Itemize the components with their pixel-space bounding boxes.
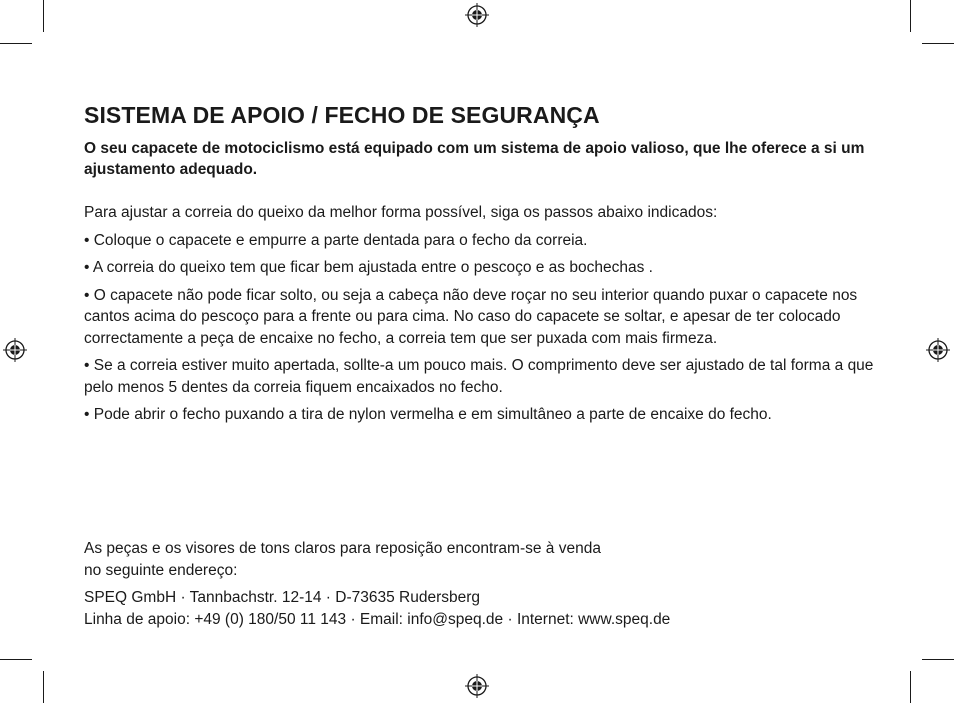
registration-mark-icon (3, 338, 27, 362)
footer (84, 538, 884, 636)
intro-paragraph: O seu capacete de motociclismo está equipado com um sistema de apoio valioso, que lhe oferece a si um ajustamento adequado. (84, 140, 865, 178)
registration-mark-icon (465, 674, 489, 698)
parts-line-1: As peças e os visores de tons claros para reposição encontram-se à venda (84, 540, 601, 557)
bullet-item: • A correia do queixo tem que ficar bem ajustada entre o pescoço e as bochechas . (84, 259, 653, 276)
crop-mark-bottom-left-vertical (43, 671, 44, 703)
contact-block (84, 587, 884, 630)
registration-mark-icon (465, 3, 489, 27)
document-body (84, 100, 884, 432)
crop-mark-top-right-vertical (910, 0, 911, 32)
company-address: SPEQ GmbH · Tannbachstr. 12-14 · D-73635 Rudersberg (84, 589, 481, 606)
parts-availability (84, 538, 884, 581)
bullet-item: • O capacete não pode ficar solto, ou seja a cabeça não deve roçar no seu interior quando puxar o capacete nos cantos acima do pescoço para a frente ou para cima. No caso do capacete se soltar, e apesar de ter colocado correctamente a peça de encaixe no fecho, a correia tem que ser puxada com mais firmeza. (84, 286, 858, 347)
crop-mark-top-left-horizontal (0, 43, 32, 44)
page-title: SISTEMA DE APOIO / FECHO DE SEGURANÇA (84, 102, 600, 128)
crop-mark-top-right-horizontal (922, 43, 954, 44)
bullet-item: • Pode abrir o fecho puxando a tira de nylon vermelha e em simultâneo a parte de encaixe do fecho. (84, 406, 772, 423)
crop-mark-top-left-vertical (43, 0, 44, 32)
crop-mark-bottom-right-vertical (910, 671, 911, 703)
parts-line-2: no seguinte endereço: (84, 561, 238, 579)
contact-details: Linha de apoio: +49 (0) 180/50 11 143 · Email: info@speq.de · Internet: www.speq.de (84, 610, 671, 628)
registration-mark-icon (926, 338, 950, 362)
crop-mark-bottom-left-horizontal (0, 659, 32, 660)
crop-mark-bottom-right-horizontal (922, 659, 954, 660)
bullet-item: • Coloque o capacete e empurre a parte dentada para o fecho da correia. (84, 231, 588, 249)
bullet-item: • Se a correia estiver muito apertada, sollte-a um pouco mais. O comprimento deve ser ajustado de tal forma a que pelo menos 5 dentes da correia fiquem encaixados no fecho. (84, 357, 874, 396)
instructions-lead: Para ajustar a correia do queixo da melhor forma possível, siga os passos abaixo indicados: (84, 204, 718, 221)
